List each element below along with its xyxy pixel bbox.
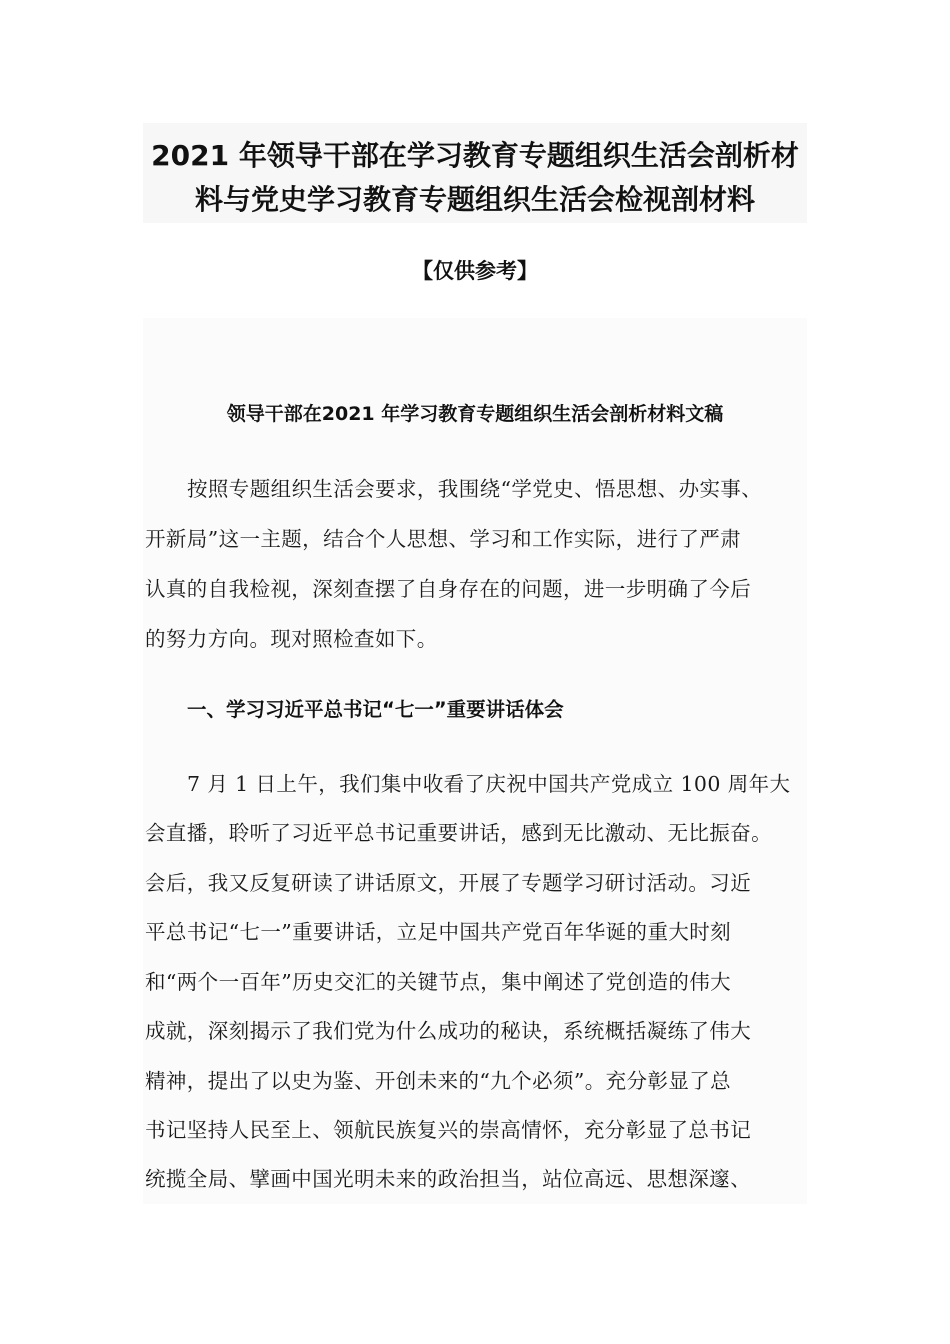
paragraph2-line-5: 和“两个一百年”历史交汇的关键节点，集中阐述了党创造的伟大 (145, 970, 732, 994)
paragraph2-line-1: 7 月 1 日上午，我们集中收看了庆祝中国共产党成立 100 周年大 (187, 772, 791, 796)
paragraph2-line-9: 统揽全局、擘画中国光明未来的政治担当，站位高远、思想深邃、 (145, 1167, 752, 1191)
paragraph2-line-3: 会后，我又反复研读了讲话原文，开展了专题学习研讨活动。习近 (145, 871, 752, 895)
paragraph1-line-1: 按照专题组织生活会要求，我围绕“学党史、悟思想、办实事、 (187, 477, 763, 501)
section1-heading: 一、学习习近平总书记“七一”重要讲话体会 (187, 698, 564, 721)
paragraph2-line-8: 书记坚持人民至上、领航民族复兴的崇高情怀，充分彰显了总书记 (145, 1118, 752, 1142)
document-title-line-1: 2021 年领导干部在学习教育专题组织生活会剖析材 (151, 139, 799, 172)
paragraph1-line-4: 的努力方向。现对照检查如下。 (145, 627, 438, 651)
paragraph1-line-3: 认真的自我检视，深刻查摆了自身存在的问题，进一步明确了今后 (145, 577, 752, 601)
paragraph2-line-4: 平总书记“七一”重要讲话，立足中国共产党百年华诞的重大时刻 (145, 920, 732, 944)
document-subtitle: 领导干部在2021 年学习教育专题组织生活会剖析材料文稿 (226, 403, 724, 425)
paragraph1-line-2: 开新局”这一主题，结合个人思想、学习和工作实际，进行了严肃 (145, 527, 742, 551)
document-title-line-2: 料与党史学习教育专题组织生活会检视剖材料 (194, 183, 755, 216)
paragraph2-line-6: 成就，深刻揭示了我们党为什么成功的秘诀，系统概括凝练了伟大 (145, 1019, 752, 1043)
paragraph2-line-2: 会直播，聆听了习近平总书记重要讲话，感到无比激动、无比振奋。 (145, 821, 772, 845)
title-block (143, 123, 807, 223)
paragraph2-line-7: 精神，提出了以史为鉴、开创未来的“九个必须”。充分彰显了总 (145, 1069, 732, 1093)
reference-note: 【仅供参考】 (412, 259, 538, 283)
document-body (143, 318, 807, 1204)
